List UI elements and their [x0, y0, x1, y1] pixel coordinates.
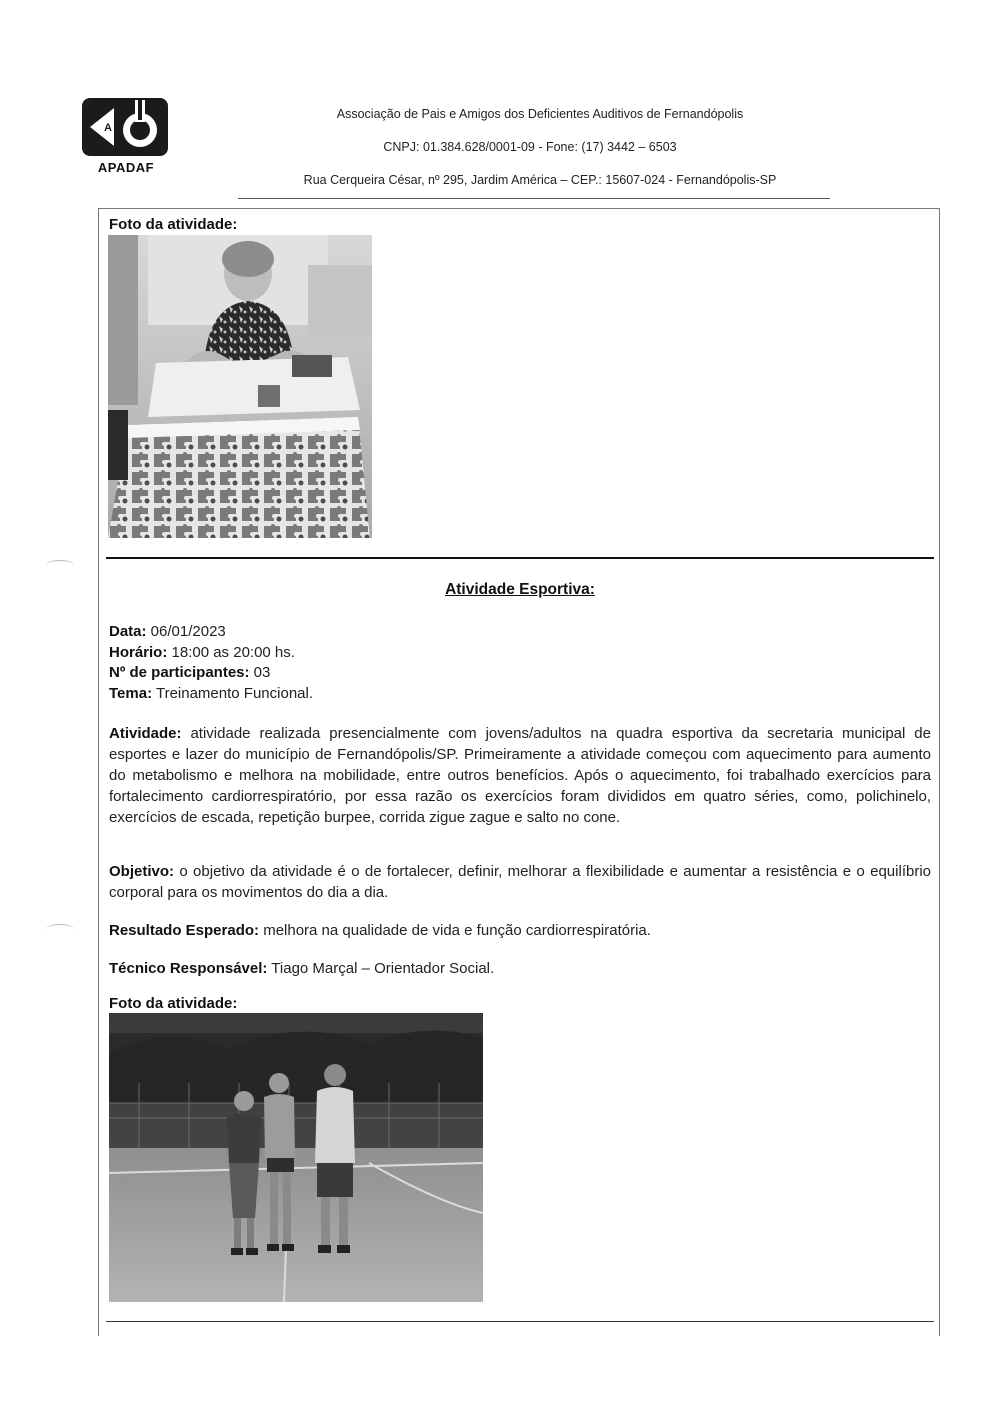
participants-label: Nº de participantes: — [109, 664, 250, 681]
technician-label: Técnico Responsável: — [109, 960, 268, 977]
frame-right-border — [939, 208, 940, 1336]
scan-mark — [46, 924, 74, 935]
expected-result — [109, 920, 931, 941]
cnpj-phone: CNPJ: 01.384.628/0001-09 - Fone: (17) 3442 – 6503 — [383, 140, 677, 154]
technician-text: Tiago Marçal – Orientador Social. — [267, 960, 495, 977]
date-line — [109, 622, 313, 643]
date-value: 06/01/2023 — [146, 623, 226, 640]
activity-description — [109, 723, 931, 828]
objective-label: Objetivo: — [109, 863, 175, 880]
description-label: Atividade: — [109, 725, 182, 742]
time-value: 18:00 as 20:00 hs. — [167, 643, 295, 661]
section-divider — [106, 557, 934, 559]
address: Rua Cerqueira César, nº 295, Jardim América – CEP.: 15607-024 - Fernandópolis-SP — [303, 173, 777, 187]
bottom-rule — [106, 1321, 934, 1322]
objective-text: o objetivo da atividade é o de fortalecer, definir, melhorar a flexibilidade e aumentar a resistência e o equilíbrio corporal para os movimentos do dia a dia. — [109, 863, 931, 901]
header-rule — [238, 198, 830, 199]
time-line — [109, 643, 313, 664]
organization-name: Associação de Pais e Amigos dos Deficientes Auditivos de Fernandópolis — [336, 107, 744, 121]
section-title: Atividade Esportiva: — [445, 581, 595, 598]
scan-mark — [46, 560, 74, 571]
logo-text: APADAF — [97, 160, 155, 175]
activity-meta — [109, 622, 313, 704]
photo-label-bottom: Foto da atividade: — [109, 995, 238, 1012]
frame-left-border — [98, 208, 99, 1336]
expected-text: melhora na qualidade de vida e função cardiorrespiratória. — [259, 922, 651, 939]
technician — [109, 958, 931, 979]
expected-label: Resultado Esperado: — [109, 922, 260, 939]
time-label: Horário: — [109, 643, 168, 661]
date-label: Data: — [109, 623, 147, 640]
frame-top-border — [98, 208, 940, 209]
activity-photo-puzzle — [108, 235, 372, 538]
activity-objective — [109, 861, 931, 903]
theme-label: Tema: — [109, 684, 153, 702]
theme-value: Treinamento Funcional. — [152, 684, 313, 702]
svg-text:A: A — [104, 122, 112, 134]
description-text: atividade realizada presencialmente com jovens/adultos na quadra esportiva da secretaria municipal de esportes e lazer do município de Fernandópolis/SP. Primeiramente a atividade começou com aquecimento para aumento do metabolismo e melhora na mobilidade, entre outros benefícios. Após o aquecimento, foi trabalhado exercícios para fortalecimento cardiorrespiratório, por essa razão os exercícios foram divididos em quatro séries, como, polichinelo, exercícios de escada, repetição burpee, corrida zigue zague e salto no cone. — [109, 725, 931, 826]
participants-line — [109, 663, 313, 684]
activity-photo-court — [109, 1013, 483, 1302]
photo-label-top: Foto da atividade: — [109, 216, 238, 233]
participants-value: 03 — [249, 664, 271, 681]
theme-line — [109, 684, 313, 705]
